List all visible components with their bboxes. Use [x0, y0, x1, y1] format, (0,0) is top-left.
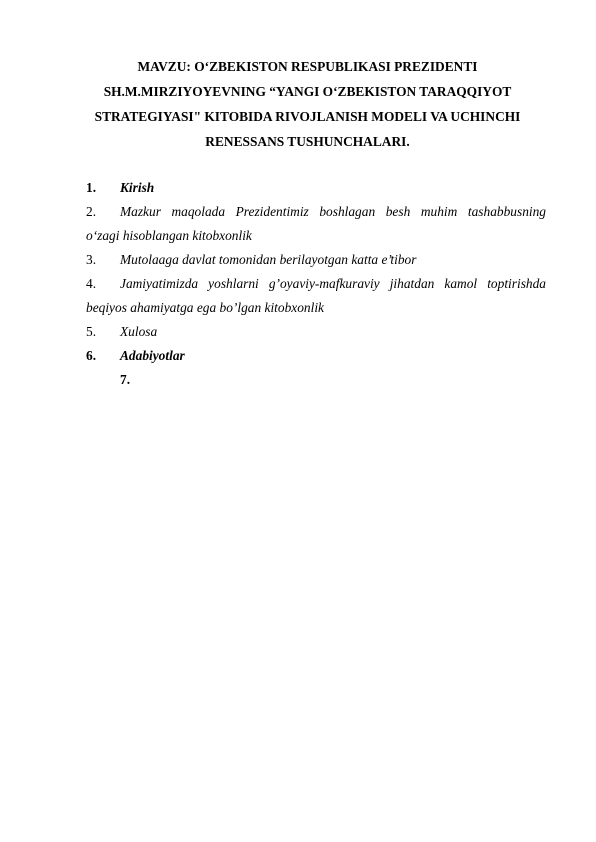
title-line: RENESSANS TUSHUNCHALARI. — [205, 134, 410, 149]
item-text: Kirish — [120, 180, 155, 195]
item-text: Mutolaaga davlat tomonidan berilayotgan katta e’tibor — [120, 252, 417, 267]
list-item — [86, 272, 546, 296]
title-line: STRATEGIYASI" KITOBIDA RIVOJLANISH MODELI VA UCHINCHI — [94, 109, 521, 124]
item-text: Adabiyotlar — [120, 348, 185, 363]
list-item — [86, 320, 546, 344]
list-item — [86, 176, 546, 200]
item-text: Mazkur maqolada Prezidentimiz boshlagan besh muhim tashabbusning — [120, 204, 546, 219]
item-number: 3. — [86, 252, 97, 267]
item-number: 4. — [86, 276, 97, 291]
contents-list — [86, 176, 546, 392]
list-item — [86, 200, 546, 224]
item-text-continuation: beqiyos ahamiyatga ega bo’lgan kitobxonlik — [86, 300, 325, 315]
list-item-continuation — [86, 224, 546, 248]
list-item — [86, 368, 546, 392]
list-item — [86, 248, 546, 272]
item-number: 1. — [86, 180, 97, 195]
title-line: MAVZU: O‘ZBEKISTON RESPUBLIKASI PREZIDENTI — [137, 59, 478, 74]
item-text: Jamiyatimizda yoshlarni g’oyaviy-mafkuraviy jihatdan kamol toptirishda — [120, 276, 546, 291]
item-number: 6. — [86, 348, 97, 363]
item-text: 7. — [120, 372, 131, 387]
list-item-continuation — [86, 296, 546, 320]
document-title — [70, 54, 545, 154]
item-text: Xulosa — [120, 324, 158, 339]
title-line: SH.M.MIRZIYOYEVNING “YANGI O‘ZBEKISTON TARAQQIYOT — [103, 84, 512, 99]
item-text-continuation: o‘zagi hisoblangan kitobxonlik — [86, 228, 252, 243]
item-number: 5. — [86, 324, 97, 339]
list-item — [86, 344, 546, 368]
item-number: 2. — [86, 204, 97, 219]
